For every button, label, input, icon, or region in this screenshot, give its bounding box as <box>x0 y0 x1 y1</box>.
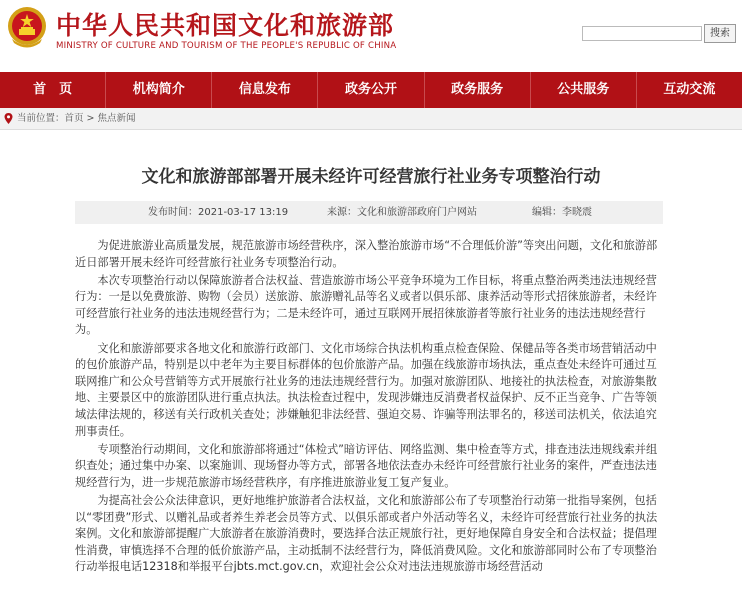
search-button[interactable]: 搜索 <box>704 24 736 43</box>
breadcrumb-home-link[interactable]: 首页 <box>64 113 84 124</box>
breadcrumb-label: 当前位置： <box>17 113 65 124</box>
article-source: 来源：文化和旅游部政府门户网站 <box>327 207 477 218</box>
article-paragraph: 专项整治行动期间，文化和旅游部将通过“体检式”暗访评估、网络监测、集中检查等方式，排查违法违规线索并组织查处；通过集中办案、以案施训、现场督办等方式，部署各地依法查办未经许可经营旅行社业务的案件，严查违法违规经营行为，进一步规范旅游市场经营秩序，有序推进旅游业复工复产复业。 <box>75 442 658 489</box>
main-nav <box>0 72 742 108</box>
national-emblem-icon[interactable] <box>6 5 48 51</box>
breadcrumb-section-link[interactable]: 焦点新闻 <box>97 113 136 124</box>
article-paragraph: 为促进旅游业高质量发展，规范旅游市场经营秩序，深入整治旅游市场“不合理低价游”等突出问题，文化和旅游部近日部署开展未经许可经营旅行社业务专项整治行动。 <box>75 239 658 269</box>
site-title-cn[interactable]: 中华人民共和国文化和旅游部 <box>56 11 395 40</box>
article-paragraph: 为提高社会公众法律意识，更好地维护旅游者合法权益，文化和旅游部公布了专项整治行动第一批指导案例，包括以“零团费”形式、以赠礼品或者养生养老会员等方式、以俱乐部或者户外活动等名义，未经许可经营旅行社业务的执法案例。文化和旅游部提醒广大旅游者在旅游消费时，要选择合法正规旅行社，更好地保障自身安全和合法权益；提倡理性消费，审慎选择不合理的低价旅游产品，主动抵制不法经营行为，降低消费风险。文化和旅游部同时公布了专项整治行动举报电话12318和举报平台jbts.mct.gov.cn，欢迎社会公众对违法违规旅游市场经营活动 <box>75 493 658 574</box>
nav-item-services[interactable]: 政务服务 <box>425 72 531 108</box>
breadcrumb-separator: > <box>83 113 98 124</box>
article-paragraph: 文化和旅游部要求各地文化和旅游行政部门、文化市场综合执法机构重点检查保险、保健品等各类市场营销活动中的包价旅游产品，特别是以中老年为主要目标群体的包价旅游产品。加强在线旅游市场执法，重点查处未经许可通过互联网推广和公众号营销等方式开展旅行社业务的违法违规经营行为。加强对旅游团队、地接社的执法检查，对旅游集散地、主要景区中的旅游团队进行重点执法。执法检查过程中，发现涉嫌违反消费者权益保护、反不正当竞争、广告等领域法律法规的，移送有关行政机关查处；涉嫌触犯非法经营、强迫交易、诈骗等刑法罪名的，移送司法机关，依法追究刑事责任。 <box>75 341 657 438</box>
article-body <box>75 238 667 577</box>
site-title-en: MINISTRY OF CULTURE AND TOURISM OF THE PEOPLE'S REPUBLIC OF CHINA <box>56 41 397 51</box>
location-pin-icon <box>4 113 13 124</box>
nav-item-news[interactable]: 信息发布 <box>212 72 318 108</box>
search-input[interactable] <box>582 26 702 41</box>
nav-item-public-services[interactable]: 公共服务 <box>531 72 637 108</box>
nav-item-interaction[interactable]: 互动交流 <box>663 82 716 97</box>
article-meta <box>75 201 663 224</box>
article-paragraph: 本次专项整治行动以保障旅游者合法权益、营造旅游市场公平竞争环境为工作目标，将重点整治两类违法违规经营行为：一是以免费旅游、购物（会员）送旅游、旅游赠礼品等名义或者以俱乐部、康养活动等形式招徕旅游者，未经许可经营旅行社业务的违法违规经营行为；二是未经许可，通过互联网开展招徕旅游者等旅行社业务的违法违规经营行为。 <box>75 273 657 337</box>
nav-item-about[interactable]: 机构简介 <box>106 72 212 108</box>
nav-item-disclosure[interactable]: 政务公开 <box>318 72 424 108</box>
article-editor: 编辑：李晓震 <box>532 207 592 218</box>
article-title: 文化和旅游部部署开展未经许可经营旅行社业务专项整治行动 <box>141 167 601 187</box>
breadcrumb <box>0 108 742 130</box>
publish-time: 发布时间：2021-03-17 13:19 <box>148 207 289 218</box>
site-header <box>0 0 742 72</box>
nav-item-home[interactable]: 首 页 <box>0 72 106 108</box>
